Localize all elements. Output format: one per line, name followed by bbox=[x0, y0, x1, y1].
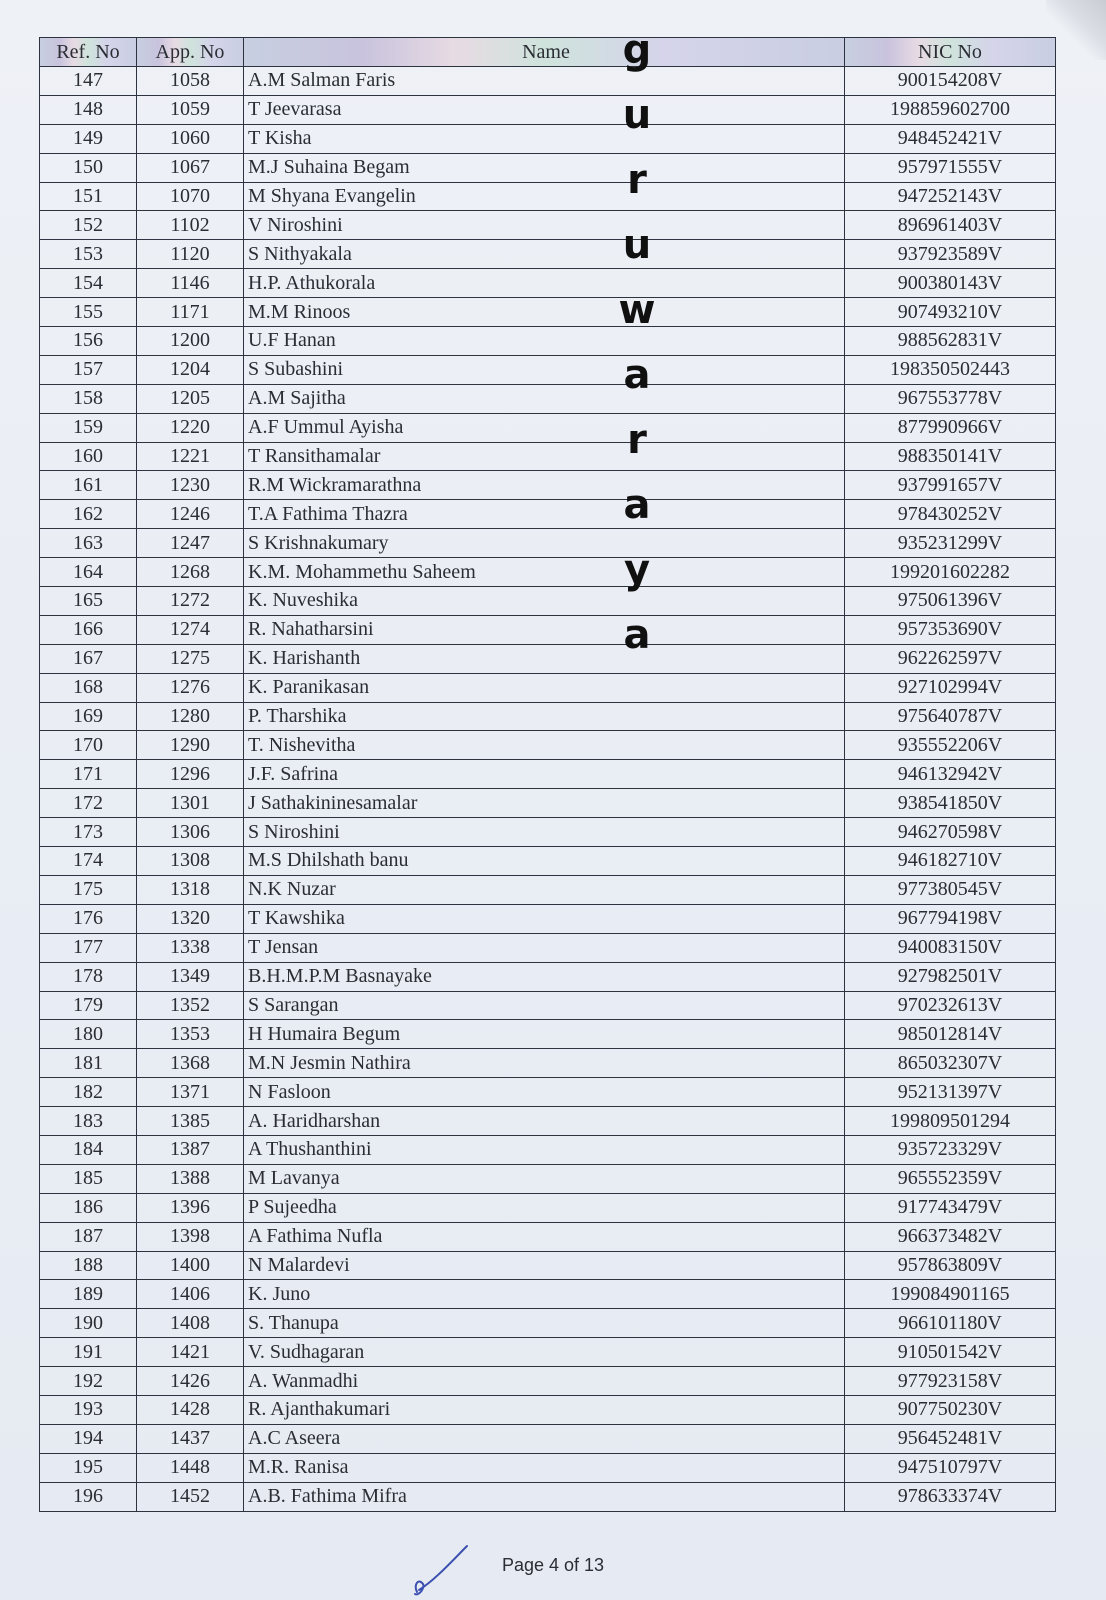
table-row bbox=[40, 1280, 1056, 1309]
ref-no-cell: 158 bbox=[40, 384, 137, 413]
name-cell: T Jeevarasa bbox=[244, 95, 845, 124]
nic-no-cell: 907493210V bbox=[845, 298, 1056, 327]
ref-no-cell: 169 bbox=[40, 702, 137, 731]
app-no-cell: 1396 bbox=[137, 1193, 244, 1222]
name-cell: T Kawshika bbox=[244, 904, 845, 933]
ref-no-cell: 168 bbox=[40, 673, 137, 702]
ref-no-cell: 176 bbox=[40, 904, 137, 933]
app-no-cell: 1280 bbox=[137, 702, 244, 731]
nic-no-cell: 957971555V bbox=[845, 153, 1056, 182]
table-row bbox=[40, 731, 1056, 760]
name-cell: M.R. Ranisa bbox=[244, 1453, 845, 1482]
app-no-cell: 1338 bbox=[137, 933, 244, 962]
nic-no-cell: 900380143V bbox=[845, 269, 1056, 298]
nic-no-cell: 957863809V bbox=[845, 1251, 1056, 1280]
ref-no-cell: 150 bbox=[40, 153, 137, 182]
nic-no-cell: 917743479V bbox=[845, 1193, 1056, 1222]
ref-no-cell: 188 bbox=[40, 1251, 137, 1280]
nic-no-cell: 935231299V bbox=[845, 529, 1056, 558]
app-no-cell: 1146 bbox=[137, 269, 244, 298]
ref-no-cell: 195 bbox=[40, 1453, 137, 1482]
table-header-row bbox=[40, 38, 1056, 67]
table-row bbox=[40, 558, 1056, 587]
ref-no-cell: 171 bbox=[40, 760, 137, 789]
name-cell: J.F. Safrina bbox=[244, 760, 845, 789]
app-no-cell: 1320 bbox=[137, 904, 244, 933]
app-no-cell: 1426 bbox=[137, 1367, 244, 1396]
nic-no-cell: 956452481V bbox=[845, 1424, 1056, 1453]
app-no-cell: 1268 bbox=[137, 558, 244, 587]
watermark-letter: a bbox=[623, 352, 651, 398]
app-no-cell: 1385 bbox=[137, 1107, 244, 1136]
table-row bbox=[40, 1251, 1056, 1280]
name-cell: T Kisha bbox=[244, 124, 845, 153]
ref-no-cell: 189 bbox=[40, 1280, 137, 1309]
page-number: Page 4 of 13 bbox=[501, 1555, 605, 1575]
table-row bbox=[40, 1309, 1056, 1338]
watermark-text bbox=[612, 18, 662, 668]
app-no-cell: 1388 bbox=[137, 1164, 244, 1193]
ref-no-cell: 167 bbox=[40, 644, 137, 673]
app-no-cell: 1296 bbox=[137, 760, 244, 789]
header-app-no: App. No bbox=[137, 38, 244, 67]
name-cell: A.B. Fathima Mifra bbox=[244, 1482, 845, 1511]
nic-no-cell: 938541850V bbox=[845, 789, 1056, 818]
table-row bbox=[40, 818, 1056, 847]
ref-no-cell: 148 bbox=[40, 95, 137, 124]
nic-no-cell: 977923158V bbox=[845, 1367, 1056, 1396]
nic-no-cell: 937923589V bbox=[845, 240, 1056, 269]
name-cell: P. Tharshika bbox=[244, 702, 845, 731]
table-row bbox=[40, 904, 1056, 933]
ref-no-cell: 161 bbox=[40, 471, 137, 500]
ref-no-cell: 175 bbox=[40, 875, 137, 904]
nic-no-cell: 967553778V bbox=[845, 384, 1056, 413]
table-row bbox=[40, 500, 1056, 529]
table-row bbox=[40, 355, 1056, 384]
name-cell: M Lavanya bbox=[244, 1164, 845, 1193]
app-no-cell: 1368 bbox=[137, 1049, 244, 1078]
ref-no-cell: 163 bbox=[40, 529, 137, 558]
app-no-cell: 1400 bbox=[137, 1251, 244, 1280]
ref-no-cell: 152 bbox=[40, 211, 137, 240]
name-cell: T Jensan bbox=[244, 933, 845, 962]
table-row bbox=[40, 95, 1056, 124]
app-no-cell: 1230 bbox=[137, 471, 244, 500]
nic-no-cell: 957353690V bbox=[845, 615, 1056, 644]
name-cell: R.M Wickramarathna bbox=[244, 471, 845, 500]
table-row bbox=[40, 1193, 1056, 1222]
table-row bbox=[40, 182, 1056, 211]
name-cell: A.C Aseera bbox=[244, 1424, 845, 1453]
ref-no-cell: 179 bbox=[40, 991, 137, 1020]
table-row bbox=[40, 1395, 1056, 1424]
table-row bbox=[40, 124, 1056, 153]
name-cell: T Ransithamalar bbox=[244, 442, 845, 471]
app-no-cell: 1398 bbox=[137, 1222, 244, 1251]
table-row bbox=[40, 933, 1056, 962]
app-no-cell: 1275 bbox=[137, 644, 244, 673]
table-row bbox=[40, 702, 1056, 731]
nic-no-cell: 947510797V bbox=[845, 1453, 1056, 1482]
name-cell: J Sathakininesamalar bbox=[244, 789, 845, 818]
name-cell: H Humaira Begum bbox=[244, 1020, 845, 1049]
nic-no-cell: 199201602282 bbox=[845, 558, 1056, 587]
app-no-cell: 1448 bbox=[137, 1453, 244, 1482]
ref-no-cell: 154 bbox=[40, 269, 137, 298]
name-cell: S. Thanupa bbox=[244, 1309, 845, 1338]
table-row bbox=[40, 1424, 1056, 1453]
app-no-cell: 1220 bbox=[137, 413, 244, 442]
app-no-cell: 1246 bbox=[137, 500, 244, 529]
nic-no-cell: 988350141V bbox=[845, 442, 1056, 471]
name-cell: U.F Hanan bbox=[244, 327, 845, 356]
ref-no-cell: 170 bbox=[40, 731, 137, 760]
nic-no-cell: 978430252V bbox=[845, 500, 1056, 529]
app-no-cell: 1387 bbox=[137, 1135, 244, 1164]
table-row bbox=[40, 875, 1056, 904]
app-no-cell: 1274 bbox=[137, 615, 244, 644]
name-cell: A. Haridharshan bbox=[244, 1107, 845, 1136]
table-row bbox=[40, 847, 1056, 876]
table-row bbox=[40, 1135, 1056, 1164]
name-cell: V Niroshini bbox=[244, 211, 845, 240]
name-cell: T. Nishevitha bbox=[244, 731, 845, 760]
app-no-cell: 1371 bbox=[137, 1078, 244, 1107]
app-no-cell: 1290 bbox=[137, 731, 244, 760]
table-row bbox=[40, 587, 1056, 616]
name-cell: N.K Nuzar bbox=[244, 875, 845, 904]
name-cell: S Sarangan bbox=[244, 991, 845, 1020]
ref-no-cell: 182 bbox=[40, 1078, 137, 1107]
name-cell: K. Juno bbox=[244, 1280, 845, 1309]
table-row bbox=[40, 644, 1056, 673]
app-no-cell: 1200 bbox=[137, 327, 244, 356]
name-cell: B.H.M.P.M Basnayake bbox=[244, 962, 845, 991]
header-ref-no: Ref. No bbox=[40, 38, 137, 67]
ref-no-cell: 160 bbox=[40, 442, 137, 471]
header-name: Name bbox=[244, 38, 845, 67]
app-no-cell: 1171 bbox=[137, 298, 244, 327]
name-cell: H.P. Athukorala bbox=[244, 269, 845, 298]
app-no-cell: 1067 bbox=[137, 153, 244, 182]
nic-no-cell: 966373482V bbox=[845, 1222, 1056, 1251]
nic-no-cell: 952131397V bbox=[845, 1078, 1056, 1107]
table-row bbox=[40, 298, 1056, 327]
nic-no-cell: 967794198V bbox=[845, 904, 1056, 933]
app-no-cell: 1406 bbox=[137, 1280, 244, 1309]
ref-no-cell: 153 bbox=[40, 240, 137, 269]
app-no-cell: 1318 bbox=[137, 875, 244, 904]
app-no-cell: 1060 bbox=[137, 124, 244, 153]
ref-no-cell: 147 bbox=[40, 67, 137, 96]
table-body bbox=[40, 67, 1056, 1512]
app-no-cell: 1070 bbox=[137, 182, 244, 211]
nic-no-cell: 965552359V bbox=[845, 1164, 1056, 1193]
nic-no-cell: 988562831V bbox=[845, 327, 1056, 356]
table-row bbox=[40, 1049, 1056, 1078]
ref-no-cell: 191 bbox=[40, 1338, 137, 1367]
name-cell: T.A Fathima Thazra bbox=[244, 500, 845, 529]
ref-no-cell: 174 bbox=[40, 847, 137, 876]
name-cell: K.M. Mohammethu Saheem bbox=[244, 558, 845, 587]
table-row bbox=[40, 1367, 1056, 1396]
ref-no-cell: 173 bbox=[40, 818, 137, 847]
app-no-cell: 1428 bbox=[137, 1395, 244, 1424]
nic-no-cell: 937991657V bbox=[845, 471, 1056, 500]
table-row bbox=[40, 1020, 1056, 1049]
name-cell: M.M Rinoos bbox=[244, 298, 845, 327]
name-cell: S Nithyakala bbox=[244, 240, 845, 269]
watermark-letter: g bbox=[622, 27, 652, 73]
ref-no-cell: 193 bbox=[40, 1395, 137, 1424]
ref-no-cell: 172 bbox=[40, 789, 137, 818]
ref-no-cell: 186 bbox=[40, 1193, 137, 1222]
ref-no-cell: 155 bbox=[40, 298, 137, 327]
table-row bbox=[40, 211, 1056, 240]
table-row bbox=[40, 67, 1056, 96]
watermark-letter: u bbox=[622, 92, 652, 138]
app-no-cell: 1102 bbox=[137, 211, 244, 240]
watermark-letter: r bbox=[627, 417, 647, 463]
watermark-letter: a bbox=[623, 612, 651, 658]
ref-no-cell: 149 bbox=[40, 124, 137, 153]
nic-no-cell: 910501542V bbox=[845, 1338, 1056, 1367]
table-row bbox=[40, 327, 1056, 356]
nic-no-cell: 975640787V bbox=[845, 702, 1056, 731]
table-row bbox=[40, 615, 1056, 644]
name-cell: V. Sudhagaran bbox=[244, 1338, 845, 1367]
app-no-cell: 1301 bbox=[137, 789, 244, 818]
ref-no-cell: 181 bbox=[40, 1049, 137, 1078]
ref-no-cell: 183 bbox=[40, 1107, 137, 1136]
table-row bbox=[40, 1222, 1056, 1251]
ref-no-cell: 178 bbox=[40, 962, 137, 991]
app-no-cell: 1408 bbox=[137, 1309, 244, 1338]
nic-no-cell: 978633374V bbox=[845, 1482, 1056, 1511]
nic-no-cell: 198859602700 bbox=[845, 95, 1056, 124]
table-row bbox=[40, 153, 1056, 182]
name-cell: N Fasloon bbox=[244, 1078, 845, 1107]
nic-no-cell: 900154208V bbox=[845, 67, 1056, 96]
table-row bbox=[40, 269, 1056, 298]
table-row bbox=[40, 962, 1056, 991]
ref-no-cell: 165 bbox=[40, 587, 137, 616]
nic-no-cell: 907750230V bbox=[845, 1395, 1056, 1424]
watermark-letter: a bbox=[623, 482, 651, 528]
table-row bbox=[40, 1107, 1056, 1136]
app-no-cell: 1421 bbox=[137, 1338, 244, 1367]
watermark-letter: w bbox=[618, 287, 656, 333]
table-row bbox=[40, 1078, 1056, 1107]
app-no-cell: 1058 bbox=[137, 67, 244, 96]
nic-no-cell: 975061396V bbox=[845, 587, 1056, 616]
app-no-cell: 1352 bbox=[137, 991, 244, 1020]
name-cell: A.M Salman Faris bbox=[244, 67, 845, 96]
table-row bbox=[40, 1453, 1056, 1482]
name-cell: K. Harishanth bbox=[244, 644, 845, 673]
nic-no-cell: 985012814V bbox=[845, 1020, 1056, 1049]
name-cell: S Krishnakumary bbox=[244, 529, 845, 558]
watermark-letter: u bbox=[622, 222, 652, 268]
nic-no-cell: 962262597V bbox=[845, 644, 1056, 673]
table-row bbox=[40, 789, 1056, 818]
name-cell: M.S Dhilshath banu bbox=[244, 847, 845, 876]
nic-no-cell: 946132942V bbox=[845, 760, 1056, 789]
nic-no-cell: 940083150V bbox=[845, 933, 1056, 962]
nic-no-cell: 865032307V bbox=[845, 1049, 1056, 1078]
app-no-cell: 1204 bbox=[137, 355, 244, 384]
nic-no-cell: 970232613V bbox=[845, 991, 1056, 1020]
nic-no-cell: 947252143V bbox=[845, 182, 1056, 211]
watermark-letter: r bbox=[627, 157, 647, 203]
app-no-cell: 1247 bbox=[137, 529, 244, 558]
app-no-cell: 1437 bbox=[137, 1424, 244, 1453]
app-no-cell: 1120 bbox=[137, 240, 244, 269]
ref-no-cell: 184 bbox=[40, 1135, 137, 1164]
name-cell: K. Nuveshika bbox=[244, 587, 845, 616]
name-cell: K. Paranikasan bbox=[244, 673, 845, 702]
app-no-cell: 1452 bbox=[137, 1482, 244, 1511]
app-no-cell: 1306 bbox=[137, 818, 244, 847]
table-row bbox=[40, 529, 1056, 558]
nic-no-cell: 927102994V bbox=[845, 673, 1056, 702]
app-no-cell: 1308 bbox=[137, 847, 244, 876]
nic-no-cell: 935723329V bbox=[845, 1135, 1056, 1164]
table-row bbox=[40, 384, 1056, 413]
name-cell: R. Ajanthakumari bbox=[244, 1395, 845, 1424]
table-row bbox=[40, 673, 1056, 702]
table-row bbox=[40, 1482, 1056, 1511]
ref-no-cell: 162 bbox=[40, 500, 137, 529]
name-cell: M Shyana Evangelin bbox=[244, 182, 845, 211]
table-row bbox=[40, 471, 1056, 500]
nic-no-cell: 966101180V bbox=[845, 1309, 1056, 1338]
app-no-cell: 1276 bbox=[137, 673, 244, 702]
name-cell: S Niroshini bbox=[244, 818, 845, 847]
table-row bbox=[40, 1164, 1056, 1193]
app-no-cell: 1205 bbox=[137, 384, 244, 413]
ref-no-cell: 180 bbox=[40, 1020, 137, 1049]
ref-no-cell: 156 bbox=[40, 327, 137, 356]
ref-no-cell: 187 bbox=[40, 1222, 137, 1251]
name-cell: P Sujeedha bbox=[244, 1193, 845, 1222]
table-row bbox=[40, 413, 1056, 442]
ref-no-cell: 157 bbox=[40, 355, 137, 384]
name-cell: R. Nahatharsini bbox=[244, 615, 845, 644]
nic-no-cell: 877990966V bbox=[845, 413, 1056, 442]
table-row bbox=[40, 760, 1056, 789]
app-no-cell: 1221 bbox=[137, 442, 244, 471]
app-no-cell: 1349 bbox=[137, 962, 244, 991]
table-row bbox=[40, 442, 1056, 471]
applicant-table bbox=[39, 37, 1056, 1512]
ref-no-cell: 185 bbox=[40, 1164, 137, 1193]
app-no-cell: 1272 bbox=[137, 587, 244, 616]
header-nic-no: NIC No bbox=[845, 38, 1056, 67]
nic-no-cell: 199809501294 bbox=[845, 1107, 1056, 1136]
nic-no-cell: 948452421V bbox=[845, 124, 1056, 153]
nic-no-cell: 199084901165 bbox=[845, 1280, 1056, 1309]
name-cell: S Subashini bbox=[244, 355, 845, 384]
name-cell: A Fathima Nufla bbox=[244, 1222, 845, 1251]
name-cell: A.F Ummul Ayisha bbox=[244, 413, 845, 442]
ref-no-cell: 164 bbox=[40, 558, 137, 587]
watermark-letter: y bbox=[623, 547, 651, 593]
table-row bbox=[40, 991, 1056, 1020]
table-row bbox=[40, 240, 1056, 269]
name-cell: M.N Jesmin Nathira bbox=[244, 1049, 845, 1078]
ref-no-cell: 166 bbox=[40, 615, 137, 644]
ref-no-cell: 190 bbox=[40, 1309, 137, 1338]
nic-no-cell: 946182710V bbox=[845, 847, 1056, 876]
name-cell: N Malardevi bbox=[244, 1251, 845, 1280]
ref-no-cell: 196 bbox=[40, 1482, 137, 1511]
name-cell: M.J Suhaina Begam bbox=[244, 153, 845, 182]
ref-no-cell: 151 bbox=[40, 182, 137, 211]
nic-no-cell: 198350502443 bbox=[845, 355, 1056, 384]
ref-no-cell: 192 bbox=[40, 1367, 137, 1396]
nic-no-cell: 896961403V bbox=[845, 211, 1056, 240]
name-cell: A Thushanthini bbox=[244, 1135, 845, 1164]
name-cell: A.M Sajitha bbox=[244, 384, 845, 413]
app-no-cell: 1353 bbox=[137, 1020, 244, 1049]
table-row bbox=[40, 1338, 1056, 1367]
name-cell: A. Wanmadhi bbox=[244, 1367, 845, 1396]
app-no-cell: 1059 bbox=[137, 95, 244, 124]
ref-no-cell: 177 bbox=[40, 933, 137, 962]
nic-no-cell: 927982501V bbox=[845, 962, 1056, 991]
nic-no-cell: 977380545V bbox=[845, 875, 1056, 904]
nic-no-cell: 935552206V bbox=[845, 731, 1056, 760]
nic-no-cell: 946270598V bbox=[845, 818, 1056, 847]
ref-no-cell: 159 bbox=[40, 413, 137, 442]
ref-no-cell: 194 bbox=[40, 1424, 137, 1453]
